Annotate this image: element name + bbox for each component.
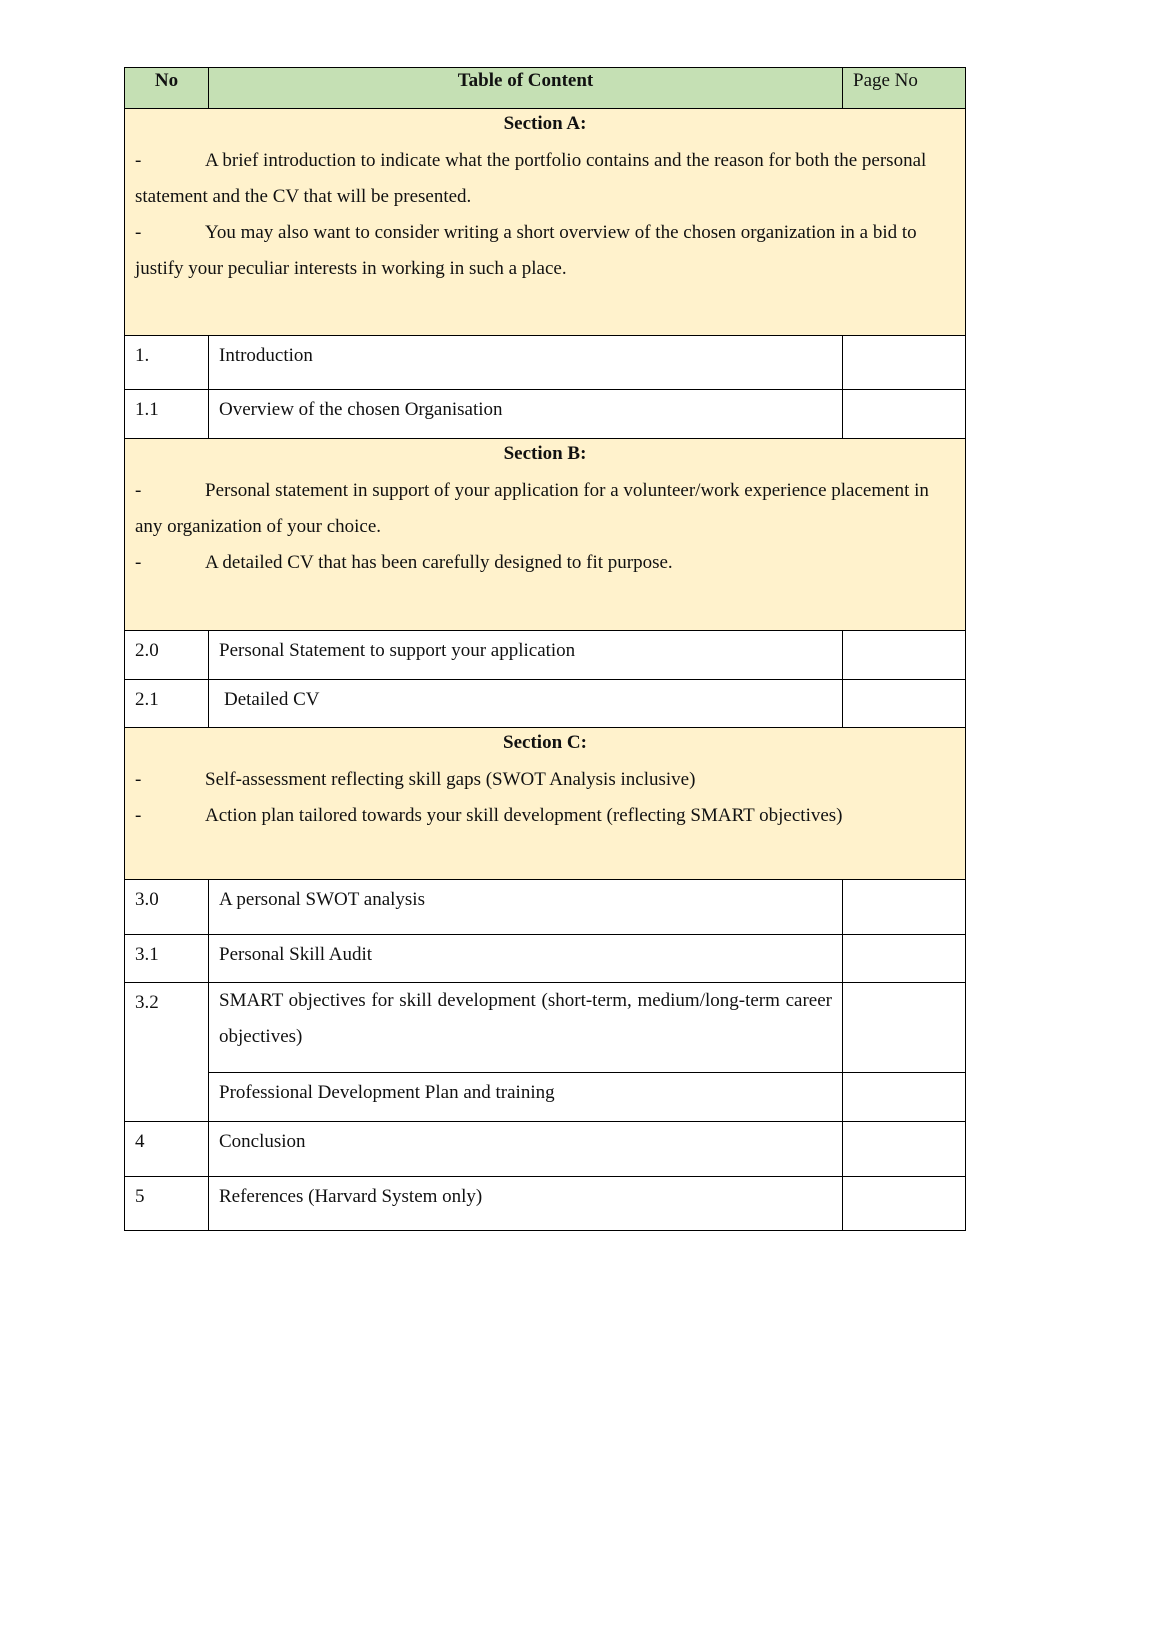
bullet-text: Self-assessment reflecting skill gaps (SWOT Analysis inclusive) xyxy=(205,769,696,790)
bullet-text: A detailed CV that has been carefully designed to fit purpose. xyxy=(205,552,673,573)
table-of-contents xyxy=(124,67,966,1231)
page-cell xyxy=(843,1122,966,1177)
bullet-text: Personal statement in support of your application for a volunteer/work experience placement in any organization of your choice. xyxy=(135,480,929,537)
page-cell xyxy=(843,880,966,935)
table-row: 5 References (Harvard System only) xyxy=(125,1177,966,1231)
page-cell xyxy=(843,983,966,1073)
table-row: 1. Introduction xyxy=(125,336,966,390)
section-a: Section A: - A brief introduction to indicate what the portfolio contains and the reason for both the personal statement and the CV that will be presented. - You may also want to consider writing a short overview of the chosen organization in a bid to justify your peculiar interests in working in such a place. xyxy=(125,109,966,336)
page-cell xyxy=(843,1177,966,1231)
page-cell xyxy=(843,336,966,390)
page-cell xyxy=(843,680,966,728)
header-title: Table of Content xyxy=(209,68,843,109)
header-no: No xyxy=(125,68,209,109)
section-b: Section B: - Personal statement in support of your application for a volunteer/work experience placement in any organization of your choice. - A detailed CV that has been carefully designed to fit purpose. xyxy=(125,439,966,631)
bullet-text: Action plan tailored towards your skill development (reflecting SMART objectives) xyxy=(205,805,843,826)
header-row xyxy=(125,68,966,109)
page-cell xyxy=(843,935,966,983)
table-row: 3.1 Personal Skill Audit xyxy=(125,935,966,983)
section-c: Section C: - Self-assessment reflecting skill gaps (SWOT Analysis inclusive) - Action plan tailored towards your skill development (reflecting SMART objectives) xyxy=(125,728,966,880)
page-cell xyxy=(843,390,966,439)
page-cell xyxy=(843,631,966,680)
section-title: Section C: xyxy=(503,732,587,753)
section-title: Section B: xyxy=(503,443,587,464)
table-row: 4 Conclusion xyxy=(125,1122,966,1177)
table-row: 3.0 A personal SWOT analysis xyxy=(125,880,966,935)
table-row: 3.2 SMART objectives for skill development (short-term, medium/long-term career objectives) xyxy=(125,983,966,1073)
page-cell xyxy=(843,1073,966,1122)
table-row: 2.0 Personal Statement to support your application xyxy=(125,631,966,680)
bullet-text: A brief introduction to indicate what the portfolio contains and the reason for both the personal statement and the CV that will be presented. xyxy=(135,150,927,207)
header-page: Page No xyxy=(843,68,966,109)
table-row: Professional Development Plan and training xyxy=(125,1073,966,1122)
section-title: Section A: xyxy=(503,113,587,134)
table-row: 1.1 Overview of the chosen Organisation xyxy=(125,390,966,439)
table-row: 2.1 Detailed CV xyxy=(125,680,966,728)
bullet-text: You may also want to consider writing a short overview of the chosen organization in a bid to justify your peculiar interests in working in such a place. xyxy=(135,222,917,279)
